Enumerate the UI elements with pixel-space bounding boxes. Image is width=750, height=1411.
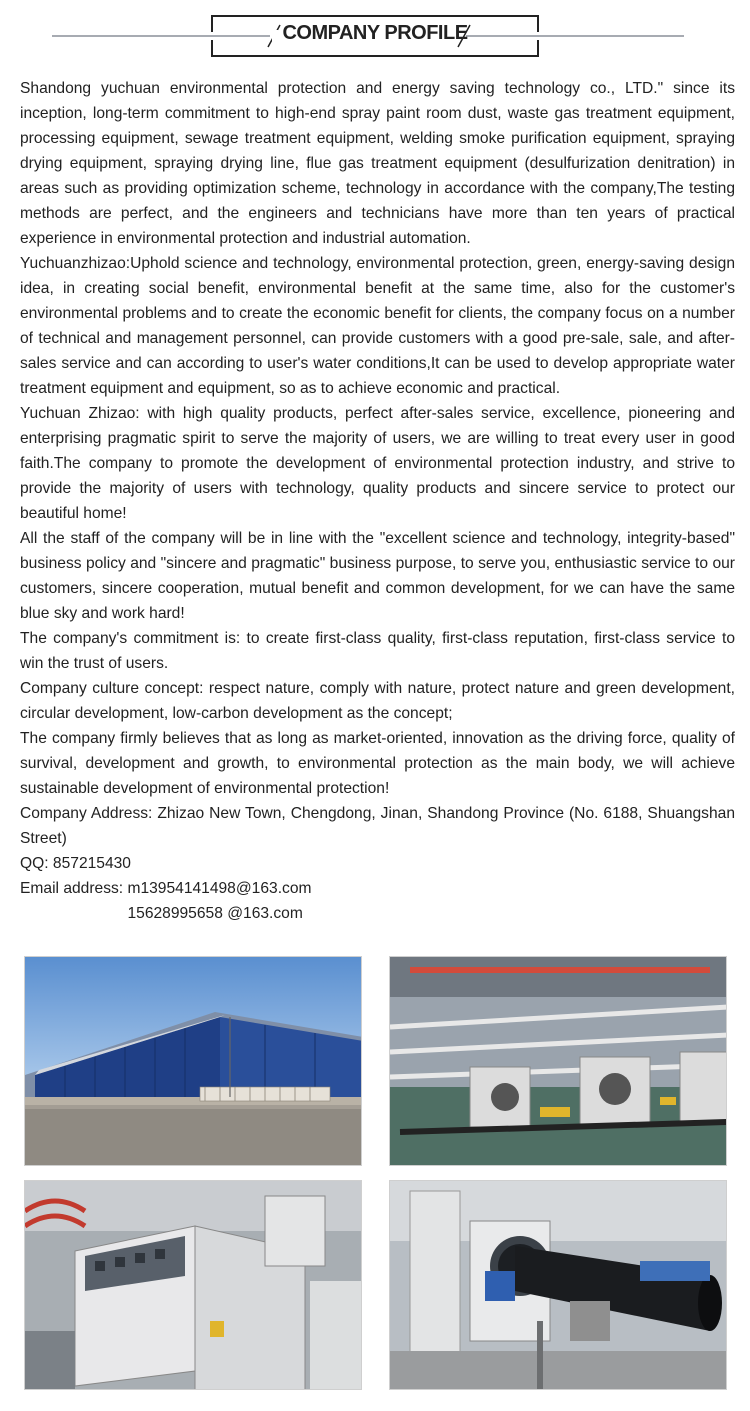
company-description	[20, 76, 735, 926]
pipe-production-line-photo	[389, 956, 727, 1166]
email-values	[127, 876, 311, 926]
paragraph-belief: The company firmly believes that as long as market-oriented, innovation as the driving force, quality of survival, development and growth, to environmental protection as the main body, we will achieve sustainable development of environmental protection!	[20, 730, 735, 797]
email-label: Email address:	[20, 880, 128, 897]
qq-number: QQ: 857215430	[20, 855, 131, 872]
paragraph-intro: Shandong yuchuan environmental protection and energy saving technology co., LTD." since its inception, long-term commitment to high-end spray paint room dust, waste gas treatment equipment, processing equipment, sewage treatment equipment, welding smoke purification equipment, spraying drying equipment, spraying drying line, flue gas treatment equipment (desulfurization denitration) in areas such as providing optimization scheme, technology in accordance with the company,The testing methods are perfect, and the engineers and technicians have more than ten years of practical experience in environmental protection and industrial automation.	[20, 80, 735, 247]
page-title: COMPANY PROFILE	[282, 22, 468, 44]
company-address: Company Address: Zhizao New Town, Chengdong, Jinan, Shandong Province (No. 6188, Shuangshan Street)	[20, 805, 735, 847]
section-header	[0, 0, 750, 70]
pipe-haul-off-photo	[389, 1180, 727, 1390]
extruder-machine-photo	[24, 1180, 362, 1390]
paragraph-design-idea: Yuchuanzhizao:Uphold science and technology, environmental protection, green, energy-saving design idea, in creating social benefit, environmental benefit at the same time, also for the customer's environmental problems and to create the economic benefit for clients, the company focus on a number of technical and management personnel, can provide customers with a good pre-sale, sale, and after-sales service and can according to user's water conditions,It can be used to develop appropriate water treatment equipment and equipment, so as to achieve economic and practical.	[20, 255, 735, 397]
email-address-2: 15628995658 @163.com	[127, 905, 303, 922]
paragraph-culture: Company culture concept: respect nature, comply with nature, protect nature and green development, circular development, low-carbon development as the concept;	[20, 680, 735, 722]
paragraph-service: Yuchuan Zhizao: with high quality products, perfect after-sales service, excellence, pioneering and enterprising pragmatic spirit to serve the majority of users, we are willing to treat every user in good faith.The company to promote the development of environmental protection industry, and strive to provide the majority of users with technology, quality products and sincere service to protect our beautiful home!	[20, 405, 735, 522]
email-block	[20, 876, 735, 926]
paragraph-commitment: The company's commitment is: to create first-class quality, first-class reputation, first-class service to win the trust of users.	[20, 630, 735, 672]
email-address-1: m13954141498@163.com	[127, 880, 312, 897]
paragraph-staff: All the staff of the company will be in line with the "excellent science and technology, integrity-based" business policy and "sincere and pragmatic" business purpose, to serve you, enthusiastic service to our customers, sincere cooperation, mutual benefit and common development, for we can have the same blue sky and work hard!	[20, 530, 735, 622]
factory-building-photo	[24, 956, 362, 1166]
